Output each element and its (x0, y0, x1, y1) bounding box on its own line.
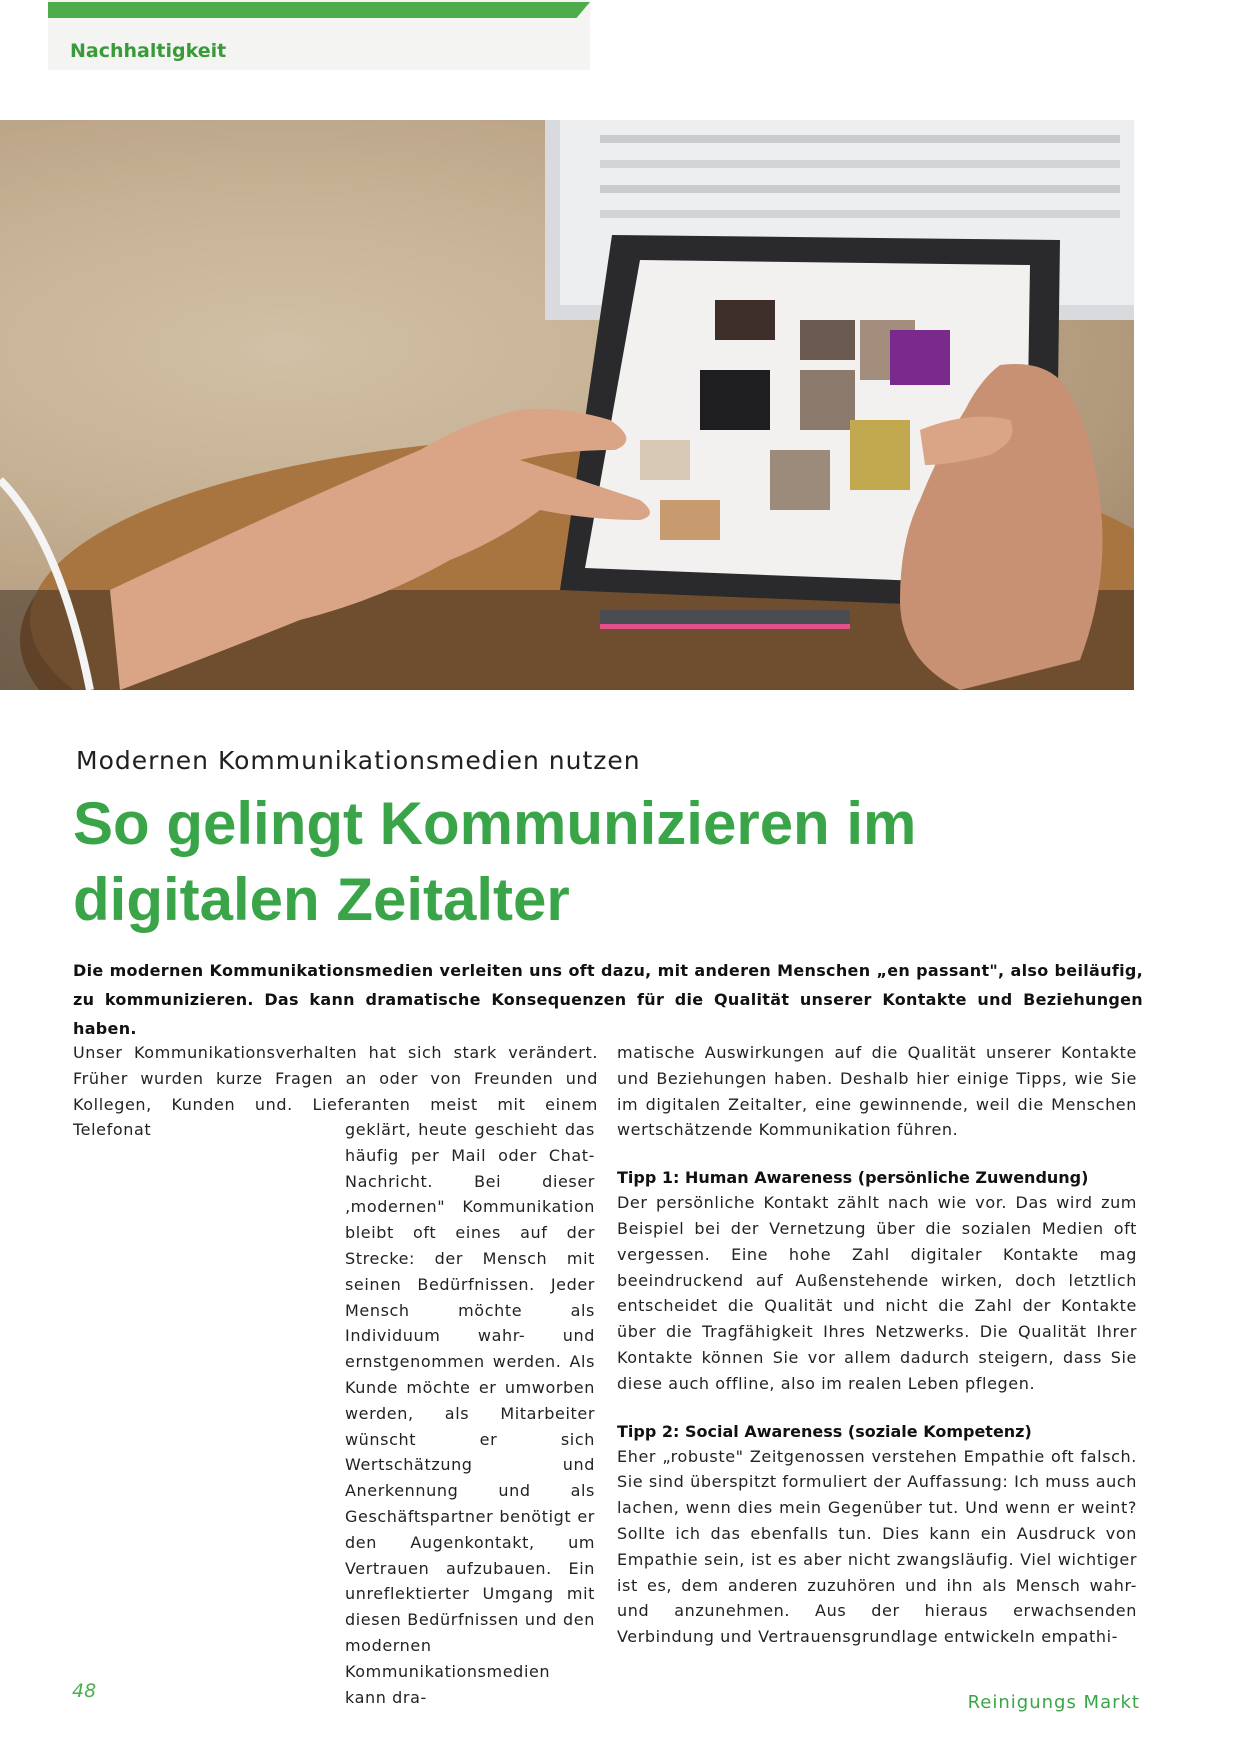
column-1-narrow-text: geklärt, heute geschieht das häufig per Mail oder Chat-Nachricht. Bei dieser ‚modernen" Kommunikation bleibt oft eines auf der Strecke: der Mensch mit seinen Bedürfnissen. Jeder Mensch möchte als Individuum wahr- und ernstgenommen werden. Als Kunde möchte er umworben werden, als Mitarbeiter wünscht er sich Wertschätzung und Anerkennung und als Geschäftspartner benötigt er den Augenkontakt, um Vertrauen aufzubauen. Ein unreflektierter Umgang mit diesen Bedürfnissen und den modernen Kommunikationsmedien kann dra- (345, 1120, 595, 1707)
article-lead: Die modernen Kommunikationsmedien verleiten uns oft dazu, mit anderen Menschen „en passant", also beiläufig, zu kommunizieren. Das kann dramatische Konsequenzen für die Qualität unserer Kontakte und Beziehungen haben. (73, 961, 1143, 1038)
section-label: Nachhaltigkeit (70, 40, 227, 62)
column-1-intro: Unser Kommunikationsverhalten hat sich stark verändert. Früher wurden kurze Fragen an oder von Freunden und Kollegen, Kunden und. Lieferanten meist mit einem Telefonat (73, 1043, 598, 1140)
article-headline (73, 786, 1073, 938)
tip-2-heading: Tipp 2: Social Awareness (soziale Kompetenz) (617, 1421, 1032, 1441)
article-kicker: Modernen Kommunikationsmedien nutzen (76, 746, 641, 775)
photo-illustration (0, 120, 1134, 690)
magazine-name: Reinigungs Markt (967, 1692, 1140, 1713)
tip-2-text: Eher „robuste" Zeitgenossen verstehen Empathie oft falsch. Sie sind überspitzt formuliert der Auffassung: Ich muss auch lachen, wenn dies mein Gegenüber tut. Und wenn er weint? Sollte ich das ebenfalls tun. Dies kann ein Ausdruck von Empathie sein, ist es aber nicht zwangsläufig. Viel wichtiger ist es, dem anderen zuzuhören und ihn als Mensch wahr- und anzunehmen. Aus der hieraus erwachsenden Verbindung und Vertrauensgrundlage entwickeln empathi- (617, 1446, 1138, 1647)
hero-photo-tablet-hands (0, 120, 1134, 690)
headline-line-1: So gelingt Kommunizieren im (73, 790, 917, 857)
tip-1-text: Der persönliche Kontakt zählt nach wie vor. Das wird zum Beispiel bei der Vernetzung über die sozialen Medien oft vergessen. Eine hohe Zahl digitaler Kontakte mag beeindruckend auf Außenstehende wirken, doch letztlich entscheidet die Qualität und nicht die Zahl der Kontakte über die Tragfähigkeit Ihres Netzwerks. Die Qualität Ihrer Kontakte können Sie vor allem dadurch steigern, dass Sie diese auch offline, also im realen Leben pflegen. (617, 1193, 1137, 1393)
tip-1-heading: Tipp 1: Human Awareness (persönliche Zuwendung) (617, 1168, 1089, 1188)
column-2 (617, 1040, 1137, 1650)
section-accent-bar (48, 2, 590, 18)
column-2-intro: matische Auswirkungen auf die Qualität unserer Kontakte und Beziehungen haben. Deshalb hier einige Tipps, wie Sie im digitalen Zeitalter, eine gewinnende, weil die Menschen wertschätzende Kommunikation führen. (617, 1043, 1137, 1140)
section-header (48, 0, 590, 70)
headline-line-2: digitalen Zeitalter (73, 866, 570, 933)
page-number: 48 (72, 1680, 97, 1702)
